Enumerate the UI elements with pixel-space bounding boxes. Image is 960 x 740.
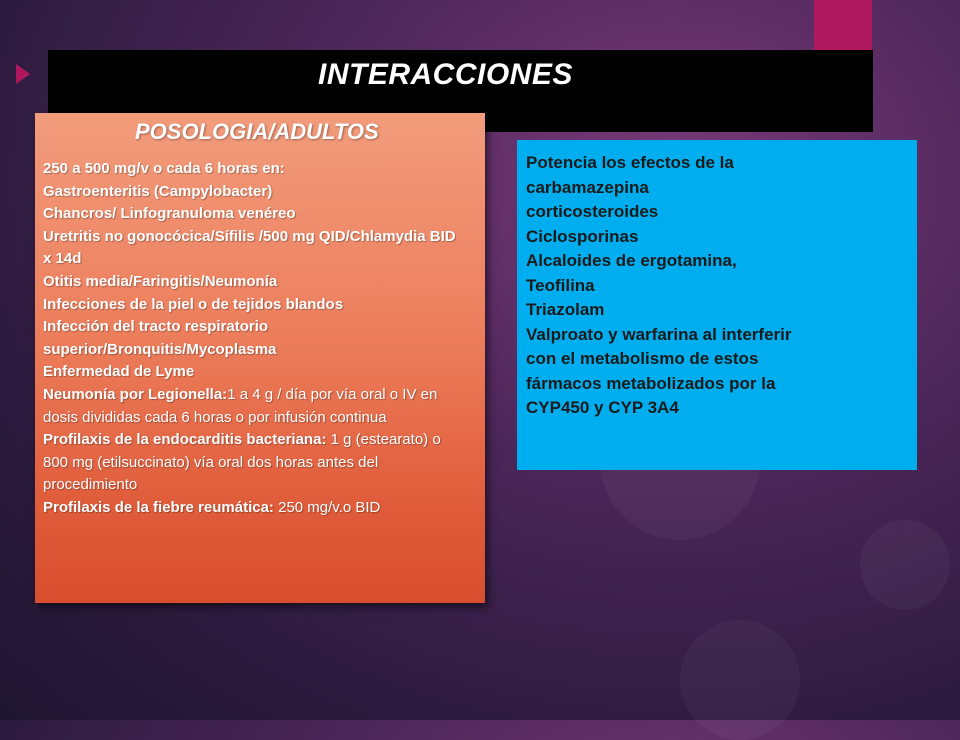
dosage-line [43,361,481,384]
arrow-bullet-icon [16,64,30,84]
interaction-line: CYP450 y CYP 3A4 [526,398,679,417]
interaction-line: fármacos metabolizados por la [526,373,776,393]
dosage-line-detail: 250 mg/v.o BID [273,498,381,516]
dosage-line-bold: Profilaxis de la fiebre reumática: [43,498,274,516]
dosage-line-bold: Gastroenteritis (Campylobacter) [43,182,273,200]
dosage-line [43,294,481,317]
dosage-heading: POSOLOGIA/ADULTOS [135,119,379,144]
dosage-line [43,316,481,339]
interaction-line: carbamazepina [526,177,649,197]
dosage-line-detail: procedimiento [43,476,138,494]
dosage-line-bold: x 14d [43,250,82,268]
dosage-line-bold: Chancros/ Linfogranuloma venéreo [43,205,296,223]
dosage-line [43,271,481,294]
dosage-line-bold: Profilaxis de la endocarditis bacteriana: [43,431,327,449]
interaction-line: Alcaloides de ergotamina, [526,251,737,270]
interaction-line: Potencia los efectos de la [526,153,734,172]
dosage-line [43,248,481,271]
dosage-panel [35,113,485,603]
interactions-panel [517,140,917,470]
interaction-line: Valproato y warfarina al interferir [526,324,792,344]
dosage-list [43,158,481,520]
dosage-line [43,407,481,430]
dosage-line-detail: 1 g (estearato) o [326,431,441,449]
dosage-line [43,158,481,181]
dosage-line-detail: 1 a 4 g / día por vía oral o IV en [227,385,438,403]
dosage-line-bold: Neumonía por Legionella: [43,385,228,403]
interaction-line: Teofilina [526,275,595,295]
background-bokeh [860,520,950,610]
dosage-line [43,203,481,226]
dosage-line [43,452,481,475]
interaction-line: Triazolam [526,300,605,319]
dosage-line [43,339,481,362]
interactions-list [526,151,791,421]
background-bokeh [680,620,800,740]
slide-title: INTERACCIONES [318,58,573,91]
interaction-line: con el metabolismo de estos [526,349,759,368]
dosage-line-bold: Infecciones de la piel o de tejidos blandos [43,295,344,313]
interaction-line: corticosteroides [526,202,659,221]
dosage-line [43,226,481,249]
dosage-line-detail: 800 mg (etilsuccinato) vía oral dos horas antes del [43,453,379,471]
dosage-line-detail: dosis divididas cada 6 horas o por infusión continua [43,408,387,426]
dosage-line-bold: Uretritis no gonocócica/Sífilis /500 mg QID/Chlamydia BID [43,227,456,245]
dosage-line-bold: superior/Bronquitis/Mycoplasma [43,340,277,358]
dosage-line [43,474,481,497]
dosage-line [43,497,481,520]
dosage-line-bold: Infección del tracto respiratorio [43,318,269,336]
dosage-line-bold: 250 a 500 mg/v o cada 6 horas en: [43,160,285,177]
dosage-line-bold: Enfermedad de Lyme [43,363,195,381]
dosage-line [43,429,481,452]
interaction-line: Ciclosporinas [526,226,639,246]
dosage-line [43,181,481,204]
dosage-line [43,384,481,407]
dosage-line-bold: Otitis media/Faringitis/Neumonía [43,272,278,290]
